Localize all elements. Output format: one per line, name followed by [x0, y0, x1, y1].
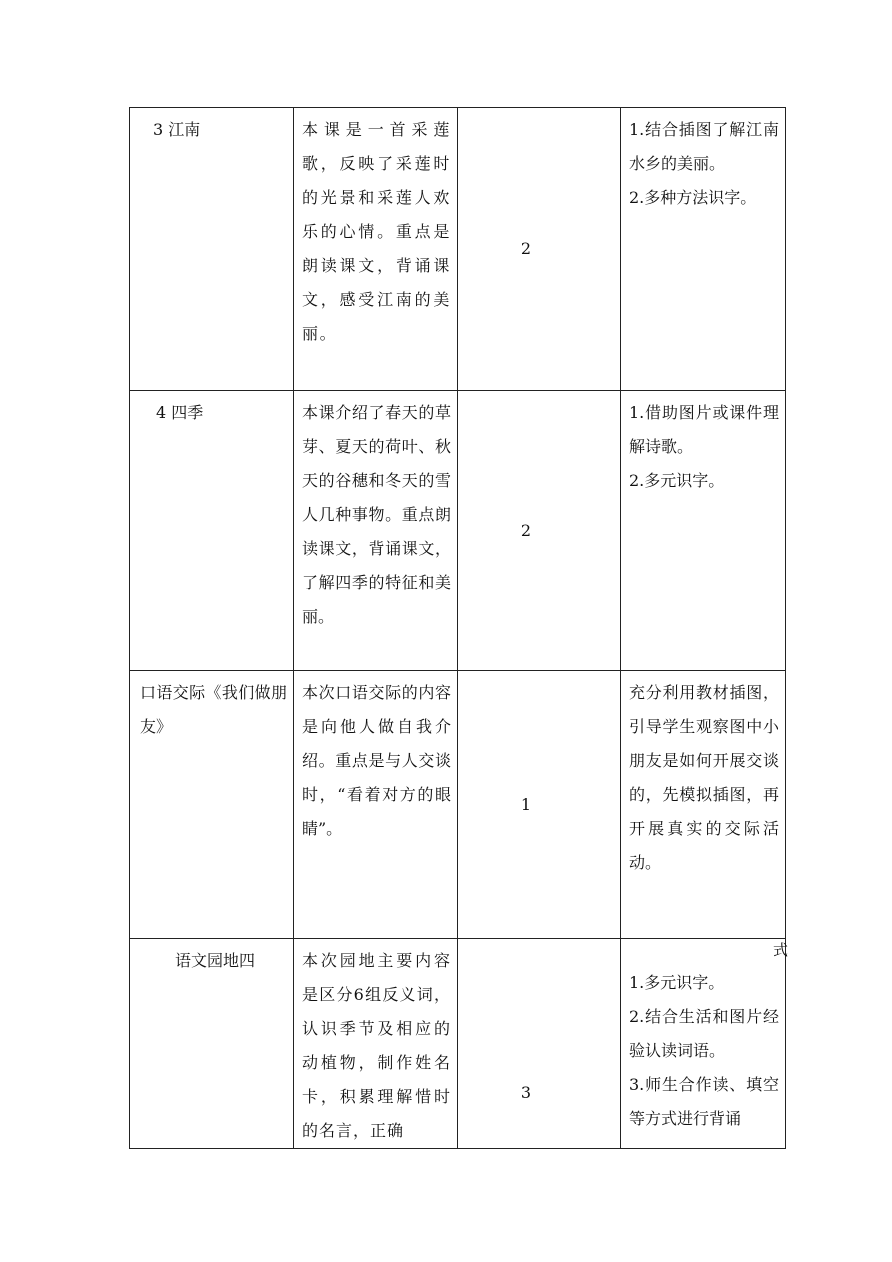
lesson-content-cell — [294, 391, 458, 671]
lesson-title: 3 江南 — [153, 120, 201, 139]
lesson-title-cell — [130, 391, 294, 671]
goal-item: 2.结合生活和图片经验认读词语。 — [629, 1007, 779, 1060]
stray-character: 式 — [773, 941, 789, 959]
lesson-content: 本课介绍了春天的草芽、夏天的荷叶、秋天的谷穗和冬天的雪人几种事物。重点朗读课文，背诵课文，了解四季的特征和美丽。 — [302, 403, 451, 626]
lesson-title-cell — [130, 108, 294, 391]
lesson-hours: 3 — [520, 1083, 532, 1102]
lesson-hours-cell — [458, 391, 621, 671]
table-row — [130, 939, 786, 1149]
lesson-title: 口语交际《我们做朋友》 — [140, 683, 287, 736]
table-row — [130, 391, 786, 671]
lesson-title-cell — [130, 939, 294, 1149]
lesson-title-cell — [130, 671, 294, 939]
lesson-hours-cell — [458, 108, 621, 391]
lesson-goals-cell — [621, 671, 786, 939]
lesson-hours: 2 — [520, 239, 532, 258]
goal-item: 2.多种方法识字。 — [629, 188, 757, 207]
goal-item: 1.结合插图了解江南水乡的美丽。 — [629, 120, 779, 173]
lesson-content: 本次园地主要内容是区分6组反义词，认识季节及相应的动植物，制作姓名卡，积累理解惜时的名言，正确 — [302, 951, 451, 1140]
goal-item: 1.借助图片或课件理解诗歌。 — [629, 403, 779, 456]
lesson-content-cell — [294, 939, 458, 1149]
goal-item: 3.师生合作读、填空等方式进行背诵 — [629, 1075, 779, 1128]
lesson-goals-cell — [621, 391, 786, 671]
lesson-goals-cell — [621, 108, 786, 391]
lesson-title: 4 四季 — [156, 403, 204, 422]
goal-item: 1.多元识字。 — [629, 973, 725, 992]
lesson-content: 本次口语交际的内容是向他人做自我介绍。重点是与人交谈时，“看着对方的眼睛”。 — [302, 683, 451, 838]
lesson-goals-cell — [621, 939, 789, 1149]
goal-item: 2.多元识字。 — [629, 471, 725, 490]
lesson-hours-cell — [458, 939, 621, 1149]
lesson-plan-table — [129, 107, 789, 1149]
goal-item: 充分利用教材插图，引导学生观察图中小朋友是如何开展交谈的，先模拟插图，再开展真实的交际活动。 — [629, 683, 779, 872]
lesson-hours: 1 — [520, 794, 532, 814]
lesson-hours-cell — [458, 671, 621, 939]
lesson-content: 本课是一首采莲歌，反映了采莲时的光景和采莲人欢乐的心情。重点是朗读课文，背诵课文，感受江南的美丽。 — [302, 120, 451, 343]
table-row — [130, 671, 786, 939]
lesson-title: 语文园地四 — [175, 951, 256, 970]
lesson-content-cell — [294, 671, 458, 939]
lesson-content-cell — [294, 108, 458, 391]
lesson-hours: 2 — [520, 520, 532, 540]
table-row — [130, 108, 786, 391]
